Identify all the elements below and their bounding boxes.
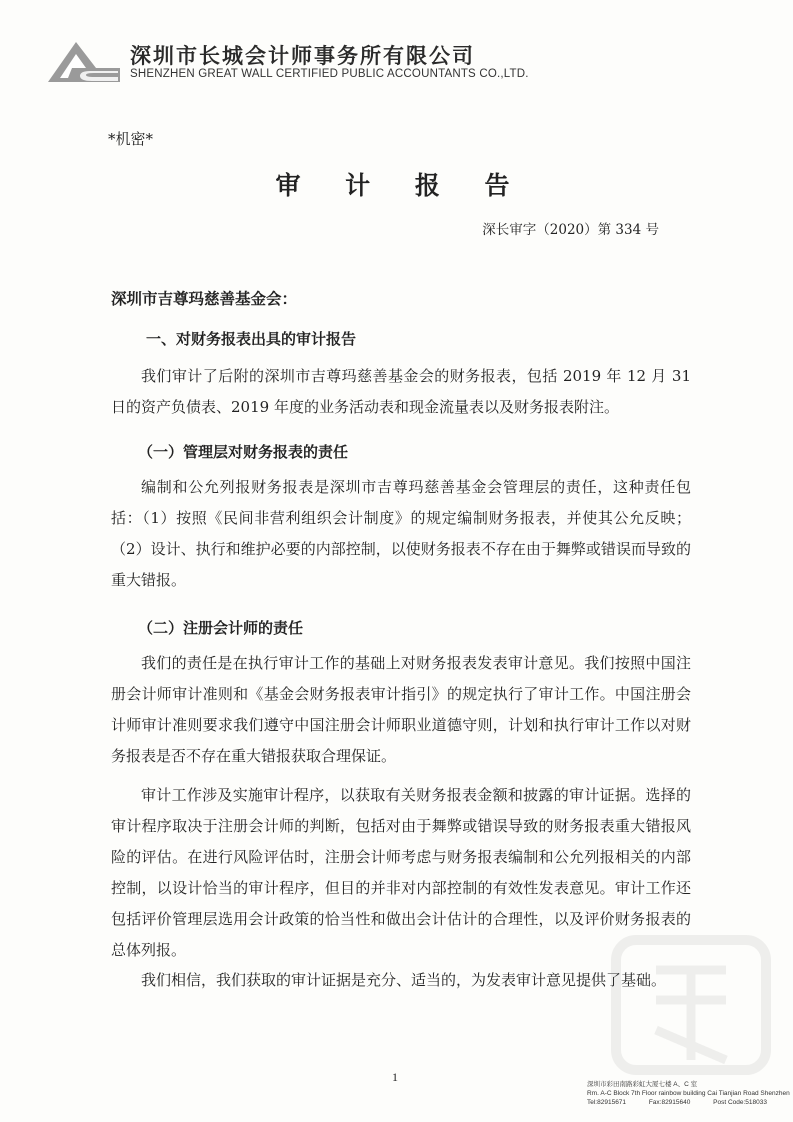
management-responsibility-paragraph: 编制和公允列报财务报表是深圳市吉尊玛慈善基金会管理层的责任，这种责任包括：（1）按照《民间非营利组织会计制度》的规定编制财务报表，并使其公允反映；（2）设计、执行和维护必要的内部控制，以使财务报表不存在由于舞弊或错误而导致的重大错报。 bbox=[111, 478, 691, 589]
auditor-responsibility-paragraph-1: 我们的责任是在执行审计工作的基础上对财务报表发表审计意见。我们按照中国注册会计师审计准则和《基金会财务报表审计指引》的规定执行了审计工作。中国注册会计师审计准则要求我们遵守中国注册会计师职业道德守则，计划和执行审计工作以对财务报表是否不存在重大错报获取合理保证。 bbox=[111, 654, 691, 765]
page-title: 审 计 报 告 bbox=[275, 171, 528, 200]
watermark-seal bbox=[596, 930, 786, 1080]
firm-name-en: SHENZHEN GREAT WALL CERTIFIED PUBLIC ACCOUNTANTS CO.,LTD. bbox=[130, 68, 529, 80]
subsection-heading-auditor: （二）注册会计师的责任 bbox=[138, 619, 304, 637]
great-wall-logo-icon bbox=[46, 40, 122, 84]
intro-paragraph: 我们审计了后附的深圳市吉尊玛慈善基金会的财务报表，包括 2019 年 12 月 31 日的资产负债表、2019 年度的业务活动表和现金流量表以及财务报表附注。 bbox=[111, 367, 691, 416]
footer-address-en: Rm. A-C Block 7th Floor rainbow building Cai Tianjian Road Shenzhen bbox=[587, 1090, 790, 1097]
footer-contact bbox=[587, 1098, 767, 1107]
footer-address bbox=[587, 1080, 790, 1107]
footer-fax: Fax:82915640 bbox=[648, 1099, 691, 1106]
firm-name-cn: 深圳市长城会计师事务所有限公司 bbox=[130, 43, 475, 68]
page-number: 1 bbox=[392, 1070, 398, 1084]
auditor-responsibility-paragraph-3: 我们相信，我们获取的审计证据是充分、适当的，为发表审计意见提供了基础。 bbox=[141, 971, 667, 989]
auditor-responsibility-paragraph-2: 审计工作涉及实施审计程序，以获取有关财务报表金额和披露的审计证据。选择的审计程序取决于注册会计师的判断，包括对由于舞弊或错误导致的财务报表重大错报风险的评估。在进行风险评估时，注册会计师考虑与财务报表编制和公允列报相关的内部控制，以设计恰当的审计程序，但目的并非对内部控制的有效性发表意见。审计工作还包括评价管理层选用会计政策的恰当性和做出会计估计的合理性，以及评价财务报表的总体列报。 bbox=[111, 786, 691, 959]
addressee: 深圳市吉尊玛慈善基金会： bbox=[111, 289, 298, 308]
footer-post: Post Code:518033 bbox=[713, 1099, 767, 1106]
reference-number: 深长审字（2020）第 334 号 bbox=[482, 222, 659, 238]
footer-address-cn: 深圳市彩田南路彩虹大厦七楼 A、C 室 bbox=[587, 1081, 698, 1088]
footer-tel: Tel:82915671 bbox=[587, 1099, 627, 1106]
confidential-mark: *机密* bbox=[108, 130, 154, 148]
section-heading: 一、对财务报表出具的审计报告 bbox=[146, 330, 357, 348]
subsection-heading-management: （一）管理层对财务报表的责任 bbox=[138, 443, 349, 461]
